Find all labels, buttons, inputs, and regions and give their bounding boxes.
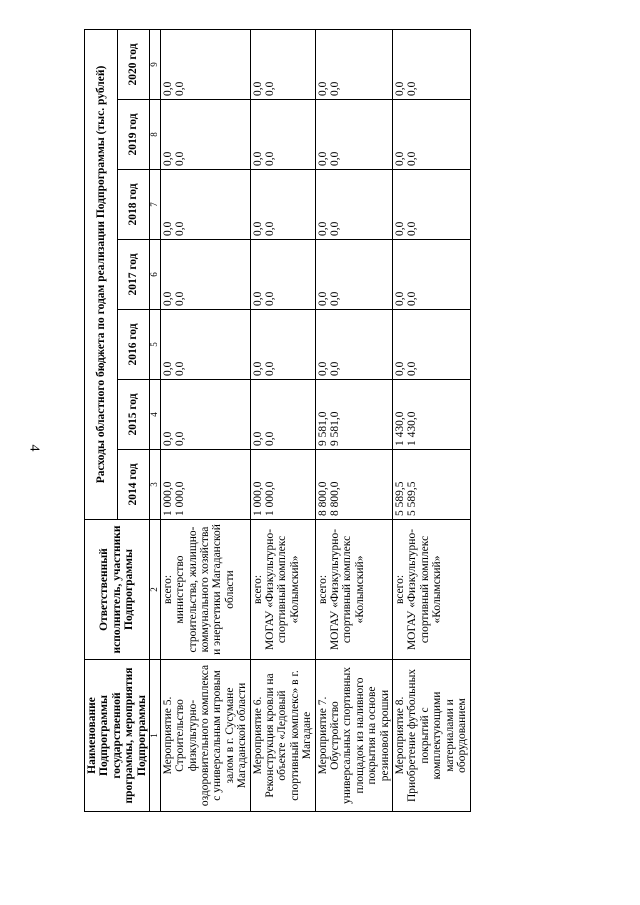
amount-executor: 0,0 xyxy=(329,361,342,376)
amount-cell xyxy=(315,450,392,520)
amount-cell xyxy=(250,100,315,170)
amount-executor: 0,0 xyxy=(174,291,187,306)
amount-cell xyxy=(160,380,250,450)
activity-title: Мероприятие 7. xyxy=(316,696,329,775)
amount-total: 0,0 xyxy=(316,221,329,236)
amount-total: 0,0 xyxy=(161,221,174,236)
executor-cell xyxy=(393,520,470,660)
amount-cell xyxy=(160,170,250,240)
amount-executor: 0,0 xyxy=(264,221,276,236)
amount-cell xyxy=(250,450,315,520)
amount-executor: 0,0 xyxy=(264,431,276,446)
header-executor: Ответственный исполнитель, участники Подпрограммы xyxy=(85,520,150,660)
amount-total: 8 800,0 xyxy=(316,481,329,516)
header-name: Наименование Подпрограммы государственной программы, мероприятия Подпрограммы xyxy=(85,660,150,812)
amount-cell xyxy=(250,29,315,99)
amount-executor: 1 000,0 xyxy=(174,481,187,516)
amount-executor: 0,0 xyxy=(174,361,187,376)
amount-total: 0,0 xyxy=(251,221,264,236)
amount-executor: 0,0 xyxy=(174,221,187,236)
amount-cell xyxy=(393,310,470,380)
amount-cell xyxy=(393,380,470,450)
amount-executor: 0,0 xyxy=(406,81,419,96)
amount-cell xyxy=(315,170,392,240)
table-row xyxy=(250,29,315,811)
table-row xyxy=(160,29,250,811)
amount-cell xyxy=(160,100,250,170)
executor-cell xyxy=(315,520,392,660)
amount-total: 0,0 xyxy=(316,151,329,166)
executor-cell xyxy=(250,520,315,660)
amount-cell xyxy=(160,29,250,99)
amount-cell xyxy=(160,310,250,380)
total-label: всего: xyxy=(251,574,264,605)
amount-total: 0,0 xyxy=(251,81,264,96)
amount-executor: 0,0 xyxy=(174,431,187,446)
activity-name-cell xyxy=(250,660,315,812)
amount-executor: 0,0 xyxy=(406,361,419,376)
amount-total: 0,0 xyxy=(394,81,407,96)
amount-cell xyxy=(315,240,392,310)
amount-executor: 9 581,0 xyxy=(329,411,342,446)
column-index-4: 4 xyxy=(150,380,161,450)
amount-executor: 0,0 xyxy=(264,291,276,306)
amount-cell xyxy=(393,450,470,520)
amount-cell xyxy=(250,240,315,310)
amount-executor: 0,0 xyxy=(329,221,342,236)
amount-total: 0,0 xyxy=(394,291,407,306)
amount-executor: 8 800,0 xyxy=(329,481,342,516)
column-index-5: 5 xyxy=(150,310,161,380)
amount-cell xyxy=(393,100,470,170)
amount-executor: 0,0 xyxy=(174,81,187,96)
header-year-2: 2015 год xyxy=(117,380,150,450)
activity-description: Реконструкция кровли на объекте «Ледовый спортивный комплекс» в г. Магадане xyxy=(264,670,314,801)
amount-total: 0,0 xyxy=(316,361,329,376)
amount-executor: 0,0 xyxy=(329,151,342,166)
column-index-6: 6 xyxy=(150,240,161,310)
amount-total: 0,0 xyxy=(161,361,174,376)
activity-name-cell xyxy=(160,660,250,812)
amount-total: 0,0 xyxy=(394,361,407,376)
total-label: всего: xyxy=(161,574,174,605)
amount-executor: 1 430,0 xyxy=(406,411,419,446)
amount-total: 0,0 xyxy=(251,431,264,446)
total-label: всего: xyxy=(316,574,329,605)
activity-name-cell xyxy=(393,660,470,812)
amount-executor: 0,0 xyxy=(406,291,419,306)
executor-name: МОГАУ «Физкультурно-спортивный комплекс «Колымский» xyxy=(264,528,301,651)
amount-total: 0,0 xyxy=(161,81,174,96)
amount-executor: 0,0 xyxy=(329,291,342,306)
executor-name: МОГАУ «Физкультурно-спортивный комплекс «Колымский» xyxy=(406,528,444,651)
amount-total: 0,0 xyxy=(161,431,174,446)
amount-cell xyxy=(315,29,392,99)
executor-name: МОГАУ «Физкультурно-спортивный комплекс «Колымский» xyxy=(329,528,366,651)
amount-cell xyxy=(393,170,470,240)
amount-total: 1 000,0 xyxy=(251,481,264,516)
column-index-2: 2 xyxy=(150,520,161,660)
amount-executor: 0,0 xyxy=(406,151,419,166)
amount-executor: 0,0 xyxy=(264,151,276,166)
amount-total: 0,0 xyxy=(251,151,264,166)
header-year-4: 2017 год xyxy=(117,240,150,310)
header-years-group: Расходы областного бюджета по годам реализации Подпрограммы (тыс. рублей) xyxy=(85,29,118,519)
amount-executor: 0,0 xyxy=(174,151,187,166)
amount-cell xyxy=(315,310,392,380)
activity-title: Мероприятие 5. xyxy=(161,696,174,775)
amount-cell xyxy=(315,380,392,450)
activity-description: Приобретение футбольных покрытий с комплектующими материалами и оборудованием xyxy=(406,668,469,803)
rotated-table-container xyxy=(84,30,574,812)
activity-description: Обустройство универсальных спортивных площадок из наливного покрытия на основе резиновой крошки xyxy=(329,666,391,805)
column-index-3: 3 xyxy=(150,450,161,520)
amount-total: 0,0 xyxy=(394,151,407,166)
activity-name-cell xyxy=(315,660,392,812)
activity-title: Мероприятие 8. xyxy=(394,696,407,775)
amount-total: 9 581,0 xyxy=(316,411,329,446)
amount-total: 0,0 xyxy=(316,81,329,96)
amount-total: 5 589,5 xyxy=(394,481,407,516)
amount-total: 1 000,0 xyxy=(161,481,174,516)
amount-executor: 1 000,0 xyxy=(264,481,276,516)
column-index-9: 9 xyxy=(150,29,161,99)
page-number: 4 xyxy=(26,444,42,452)
executor-name: министерство строительства, жилищно-коммунального хозяйства и энергетики Магаданской области xyxy=(174,524,236,655)
table-row xyxy=(393,29,470,811)
activity-description: Строительство физкультурно-оздоровительного комплекса с универсальным игровым залом в г. Сусумане Магаданской области xyxy=(174,664,249,807)
header-year-7: 2020 год xyxy=(117,29,150,99)
amount-cell xyxy=(160,450,250,520)
column-index-7: 7 xyxy=(150,170,161,240)
amount-total: 0,0 xyxy=(394,221,407,236)
amount-cell xyxy=(393,240,470,310)
amount-cell xyxy=(160,240,250,310)
amount-executor: 0,0 xyxy=(406,221,419,236)
column-index-1: 1 xyxy=(150,660,161,812)
amount-cell xyxy=(250,310,315,380)
header-year-5: 2018 год xyxy=(117,170,150,240)
budget-table xyxy=(84,29,471,812)
amount-total: 0,0 xyxy=(251,291,264,306)
column-index-8: 8 xyxy=(150,100,161,170)
amount-cell xyxy=(393,29,470,99)
header-year-1: 2014 год xyxy=(117,450,150,520)
header-year-6: 2019 год xyxy=(117,100,150,170)
amount-total: 1 430,0 xyxy=(394,411,407,446)
amount-executor: 0,0 xyxy=(329,81,342,96)
amount-executor: 0,0 xyxy=(264,361,276,376)
amount-executor: 0,0 xyxy=(264,81,276,96)
amount-cell xyxy=(315,100,392,170)
amount-executor: 5 589,5 xyxy=(406,481,419,516)
activity-title: Мероприятие 6. xyxy=(251,696,264,775)
table-row xyxy=(315,29,392,811)
amount-total: 0,0 xyxy=(161,291,174,306)
amount-cell xyxy=(250,380,315,450)
total-label: всего: xyxy=(394,574,407,605)
amount-cell xyxy=(250,170,315,240)
header-year-3: 2016 год xyxy=(117,310,150,380)
amount-total: 0,0 xyxy=(251,361,264,376)
executor-cell xyxy=(160,520,250,660)
amount-total: 0,0 xyxy=(161,151,174,166)
amount-total: 0,0 xyxy=(316,291,329,306)
